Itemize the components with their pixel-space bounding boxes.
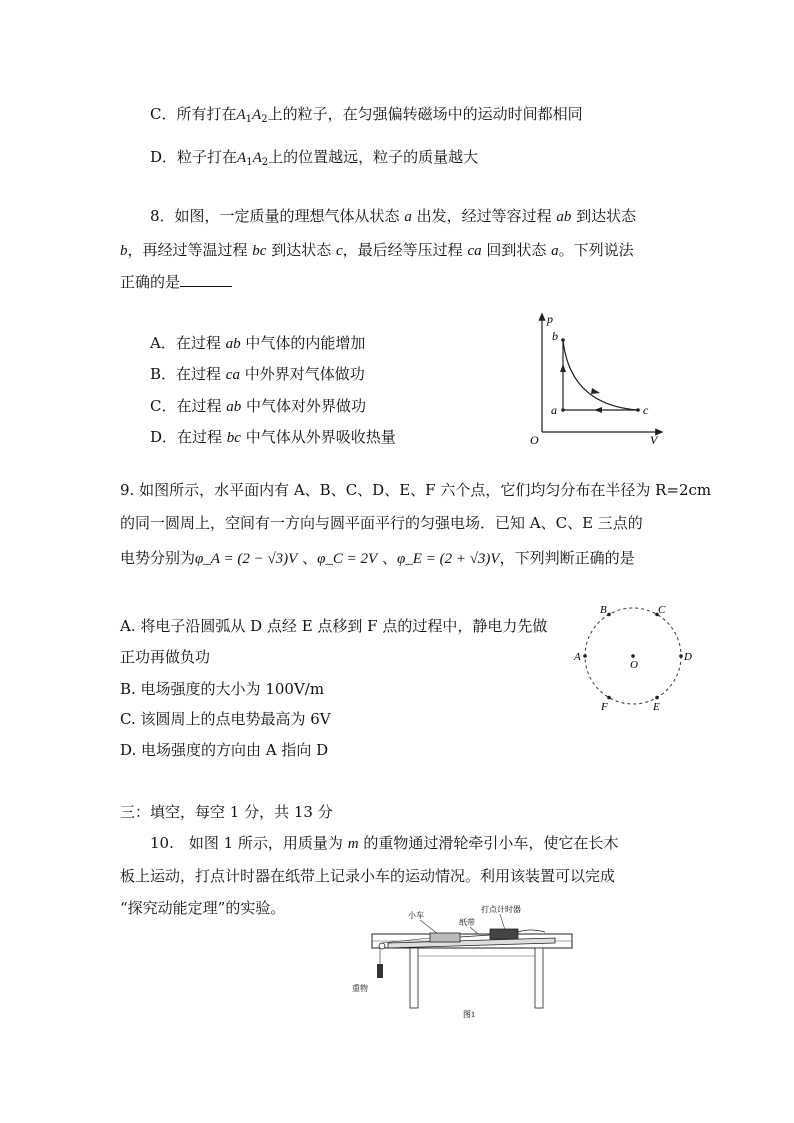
label-b: b	[552, 329, 558, 343]
q7-option-d: D．粒子打在$A_1A_2$上的位置越远，粒子的质量越大	[150, 148, 479, 168]
isotherm-bc	[563, 340, 638, 410]
section-3-title: 三：填空，每空 1 分，共 13 分	[120, 803, 333, 821]
pv-graph	[520, 310, 670, 450]
label-timer: 打点计时器	[481, 905, 521, 914]
q9-stem-line1: 9. 如图所示，水平面内有 A、B、C、D、E、F 六个点，它们均匀分布在半径为 R=2cm	[120, 481, 712, 499]
q10-stem-line1: 10. 如图 1 所示，用质量为 m 的重物通过滑轮牵引小车，使它在长木	[150, 834, 619, 852]
q8-option-b: B．在过程 ca 中外界对气体做功	[150, 365, 365, 383]
phi-a-formula: φ_A = (2 − √3)V	[195, 551, 298, 567]
q9-option-a-line2: 正功再做负功	[120, 648, 211, 666]
q9-stem-line3: 电势分别为φ_A = (2 − √3)V 、φ_C = 2V 、φ_E = (2 + √3)V，下列判断正确的是	[120, 549, 635, 567]
label-A: A	[574, 651, 581, 663]
point-c	[636, 408, 640, 412]
label-O: O	[630, 659, 638, 671]
arrow-ab-icon	[560, 364, 566, 372]
label-B: B	[600, 604, 607, 616]
arrow-bc-icon	[591, 388, 600, 394]
apparatus-figure	[350, 900, 580, 1025]
point-F	[607, 696, 611, 700]
q8-option-d: D．在过程 bc 中气体从外界吸收热量	[150, 428, 396, 446]
q8-option-a: A．在过程 ab 中气体的内能增加	[150, 334, 366, 352]
figure-caption: 图1	[463, 1010, 475, 1019]
answer-blank	[180, 272, 232, 287]
label-C: C	[658, 604, 666, 616]
q10-stem-line3: “探究动能定理”的实验。	[120, 899, 286, 917]
point-B	[607, 613, 611, 617]
table-leg	[410, 948, 418, 1008]
label-p: p	[547, 312, 553, 326]
q8-stem-line3: 正确的是	[120, 272, 232, 292]
q9-stem-line2: 的同一圆周上，空间有一方向与圆平面平行的匀强电场．已知 A、C、E 三点的	[120, 514, 643, 532]
arrow-ca-icon	[594, 407, 602, 413]
center-point	[631, 654, 635, 658]
point-A	[583, 654, 587, 658]
timer	[490, 929, 518, 939]
phi-c-formula: φ_C = 2V	[317, 551, 378, 567]
label-E: E	[653, 701, 660, 713]
label-tape: 纸带	[459, 918, 475, 927]
q9-option-b: B. 电场强度的大小为 100V/m	[120, 680, 325, 698]
car	[430, 933, 460, 942]
q7-option-c: C．所有打在$A_1A_2$上的粒子，在匀强偏转磁场中的运动时间都相同	[150, 105, 583, 125]
weight	[377, 964, 383, 978]
q9-option-a-line1: A. 将电子沿圆弧从 D 点经 E 点移到 F 点的过程中，静电力先做	[120, 617, 548, 635]
table-leg	[535, 948, 543, 1008]
point-a	[561, 408, 565, 412]
phi-e-formula: φ_E = (2 + √3)V	[397, 551, 500, 567]
label-F: F	[601, 701, 608, 713]
circle-figure	[570, 600, 700, 715]
q9-option-c: C. 该圆周上的点电势最高为 6V	[120, 710, 331, 728]
point-D	[679, 654, 683, 658]
label-a: a	[551, 403, 557, 417]
label-c: c	[643, 403, 649, 417]
point-E	[655, 696, 659, 700]
q8-stem-line2: b，再经过等温过程 bc 到达状态 c，最后经等压过程 ca 回到状态 a。下列说法	[120, 241, 634, 259]
q8-stem-line1: 8．如图，一定质量的理想气体从状态 a 出发，经过等容过程 ab 到达状态	[150, 207, 637, 225]
label-weight: 重物	[352, 984, 368, 993]
label-D: D	[684, 651, 692, 663]
q10-stem-line2: 板上运动，打点计时器在纸带上记录小车的运动情况。利用该装置可以完成	[120, 867, 616, 885]
label-o: O	[530, 433, 539, 447]
q8-option-c: C．在过程 ab 中气体对外界做功	[150, 397, 367, 415]
point-b	[561, 338, 565, 342]
label-v: V	[650, 433, 658, 447]
q9-option-d: D. 电场强度的方向由 A 指向 D	[120, 741, 329, 759]
label-car: 小车	[408, 911, 424, 920]
